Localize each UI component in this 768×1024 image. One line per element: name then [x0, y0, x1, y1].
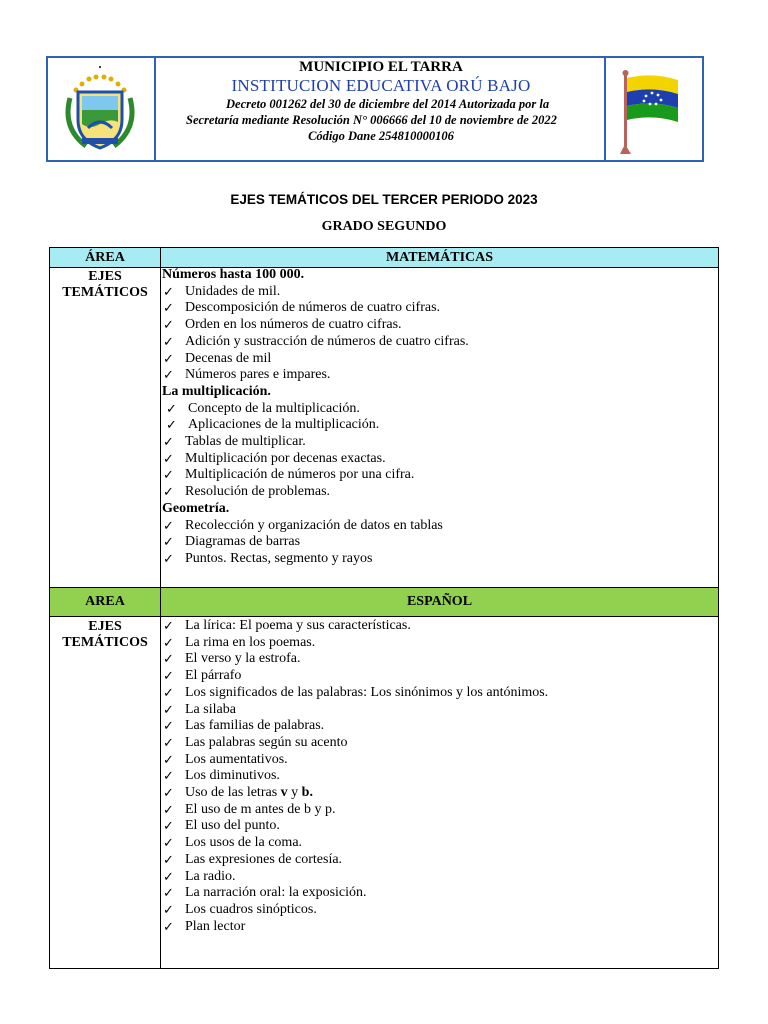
list-item: ✓ Multiplicación por decenas exactas.	[163, 450, 386, 466]
list-item: ✓ Los significados de las palabras: Los sinónimos y los antónimos.	[163, 684, 549, 700]
institution-name: INSTITUCION EDUCATIVA ORÚ BAJO	[231, 76, 531, 95]
list-item: ✓ Las expresiones de cortesía.	[163, 851, 343, 867]
list-item: ✓ Tablas de multiplicar.	[163, 434, 306, 450]
flag-cell	[604, 58, 702, 160]
list-item: ✓ Decenas de mil	[163, 350, 272, 366]
list-item: ✓ Los aumentativos.	[163, 751, 288, 767]
list-item: ✓ Las familias de palabras.	[163, 718, 325, 734]
ejes-word: EJES	[88, 619, 122, 634]
check-icon: ✓	[163, 333, 174, 349]
area-label: ÁREA	[85, 249, 125, 265]
check-icon: ✓	[163, 768, 174, 784]
list-item: ✓ Concepto de la multiplicación.	[166, 400, 360, 416]
list-item: ✓ El uso de m antes de b y p.	[163, 801, 336, 817]
section-title: Geometría.	[162, 500, 230, 516]
school-shield-icon	[48, 58, 152, 158]
letter-v: v	[280, 785, 288, 801]
list-item: ✓ Adición y sustracción de números de cuatro cifras.	[163, 333, 469, 349]
column-divider-header	[160, 587, 161, 617]
list-item: ✓ El verso y la estrofa.	[163, 651, 301, 667]
list-item: ✓ Descomposición de números de cuatro cifras.	[163, 300, 441, 316]
tematicos-word: TEMÁTICOS	[62, 285, 148, 300]
list-item: ✓ Las palabras según su acento	[163, 734, 348, 750]
check-icon: ✓	[163, 367, 174, 383]
list-item: ✓ Unidades de mil.	[163, 283, 281, 299]
list-item: ✓ Resolución de problemas.	[163, 484, 331, 500]
check-icon: ✓	[163, 718, 174, 734]
math-header-row	[50, 248, 718, 268]
check-icon: ✓	[163, 901, 174, 917]
check-icon: ✓	[163, 283, 174, 299]
check-icon: ✓	[163, 885, 174, 901]
institution-header	[46, 56, 704, 162]
check-icon: ✓	[163, 918, 174, 934]
column-divider-header	[160, 248, 161, 268]
header-text	[156, 58, 606, 160]
check-icon: ✓	[163, 550, 174, 566]
list-item: ✓ El uso del punto.	[163, 818, 280, 834]
check-icon: ✓	[163, 684, 174, 700]
check-icon: ✓	[163, 751, 174, 767]
section-title: La multiplicación.	[162, 383, 271, 399]
letter-b: b.	[301, 785, 313, 801]
check-icon: ✓	[163, 785, 174, 801]
check-icon: ✓	[163, 868, 174, 884]
check-icon: ✓	[163, 701, 174, 717]
municipality-name: MUNICIPIO EL TARRA	[299, 59, 463, 75]
dane-code: Código Dane 254810000106	[308, 129, 454, 143]
check-icon: ✓	[166, 400, 177, 416]
topics-table	[49, 247, 719, 969]
check-icon: ✓	[163, 484, 174, 500]
list-item: ✓ Los usos de la coma.	[163, 835, 303, 851]
check-icon: ✓	[163, 317, 174, 333]
spanish-topics	[162, 618, 714, 935]
list-item: ✓ Los diminutivos.	[163, 768, 280, 784]
check-icon: ✓	[163, 467, 174, 483]
check-icon: ✓	[166, 417, 177, 433]
check-icon: ✓	[163, 517, 174, 533]
letters-and: y	[287, 785, 302, 801]
area-label: AREA	[85, 594, 125, 609]
list-item: ✓ Diagramas de barras	[163, 534, 301, 550]
decree-line-1: Decreto 001262 del 30 de diciembre del 2014 Autorizada por la	[226, 97, 550, 111]
list-item: ✓ Números pares e impares.	[163, 367, 331, 383]
list-item: ✓ La rima en los poemas.	[163, 634, 316, 650]
list-item: ✓ Plan lector	[163, 918, 246, 934]
spanish-header-row	[50, 587, 718, 617]
math-topics	[162, 267, 714, 568]
check-icon: ✓	[163, 818, 174, 834]
subject-label-math: MATEMÁTICAS	[385, 249, 494, 265]
check-icon: ✓	[163, 618, 174, 633]
check-icon: ✓	[163, 835, 174, 851]
document-title: EJES TEMÁTICOS DEL TERCER PERIODO 2023	[230, 192, 538, 207]
check-icon: ✓	[163, 534, 174, 550]
check-icon: ✓	[163, 350, 174, 366]
check-icon: ✓	[163, 651, 174, 667]
list-item: ✓ La radio.	[163, 868, 236, 884]
ejes-label-spanish	[50, 619, 160, 651]
check-icon: ✓	[163, 801, 174, 817]
list-item: ✓ La lírica: El poema y sus características.	[163, 618, 411, 633]
check-icon: ✓	[163, 668, 174, 684]
list-item: ✓ La narración oral: la exposición.	[163, 885, 367, 901]
list-item: ✓ Orden en los números de cuatro cifras.	[163, 317, 402, 333]
ejes-label-math	[50, 269, 160, 301]
list-item: ✓ Los cuadros sinópticos.	[163, 901, 317, 917]
list-item: ✓ Puntos. Rectas, segmento y rayos	[163, 550, 373, 566]
ejes-word: EJES	[88, 269, 122, 284]
grade-title: GRADO SEGUNDO	[321, 219, 447, 234]
decree-line-2: Secretaría mediante Resolución N° 006666 del 10 de noviembre de 2022	[186, 113, 557, 127]
list-item: ✓ El párrafo	[163, 668, 242, 684]
municipal-flag-icon	[606, 58, 700, 158]
check-icon: ✓	[163, 851, 174, 867]
list-item: ✓ Multiplicación de números por una cifra.	[163, 467, 415, 483]
subject-label-spanish: ESPAÑOL	[406, 594, 473, 609]
check-icon: ✓	[163, 734, 174, 750]
check-icon: ✓	[163, 434, 174, 450]
list-item: ✓ La silaba	[163, 701, 236, 717]
list-item: ✓ Aplicaciones de la multiplicación.	[166, 417, 380, 433]
logo-cell	[48, 58, 156, 160]
list-item: ✓ Uso de las letras v y b.	[163, 785, 313, 801]
tematicos-word: TEMÁTICOS	[62, 635, 148, 650]
check-icon: ✓	[163, 300, 174, 316]
check-icon: ✓	[163, 634, 174, 650]
check-icon: ✓	[163, 450, 174, 466]
list-item: ✓ Recolección y organización de datos en tablas	[163, 517, 443, 533]
section-title: Números hasta 100 000.	[162, 267, 305, 282]
